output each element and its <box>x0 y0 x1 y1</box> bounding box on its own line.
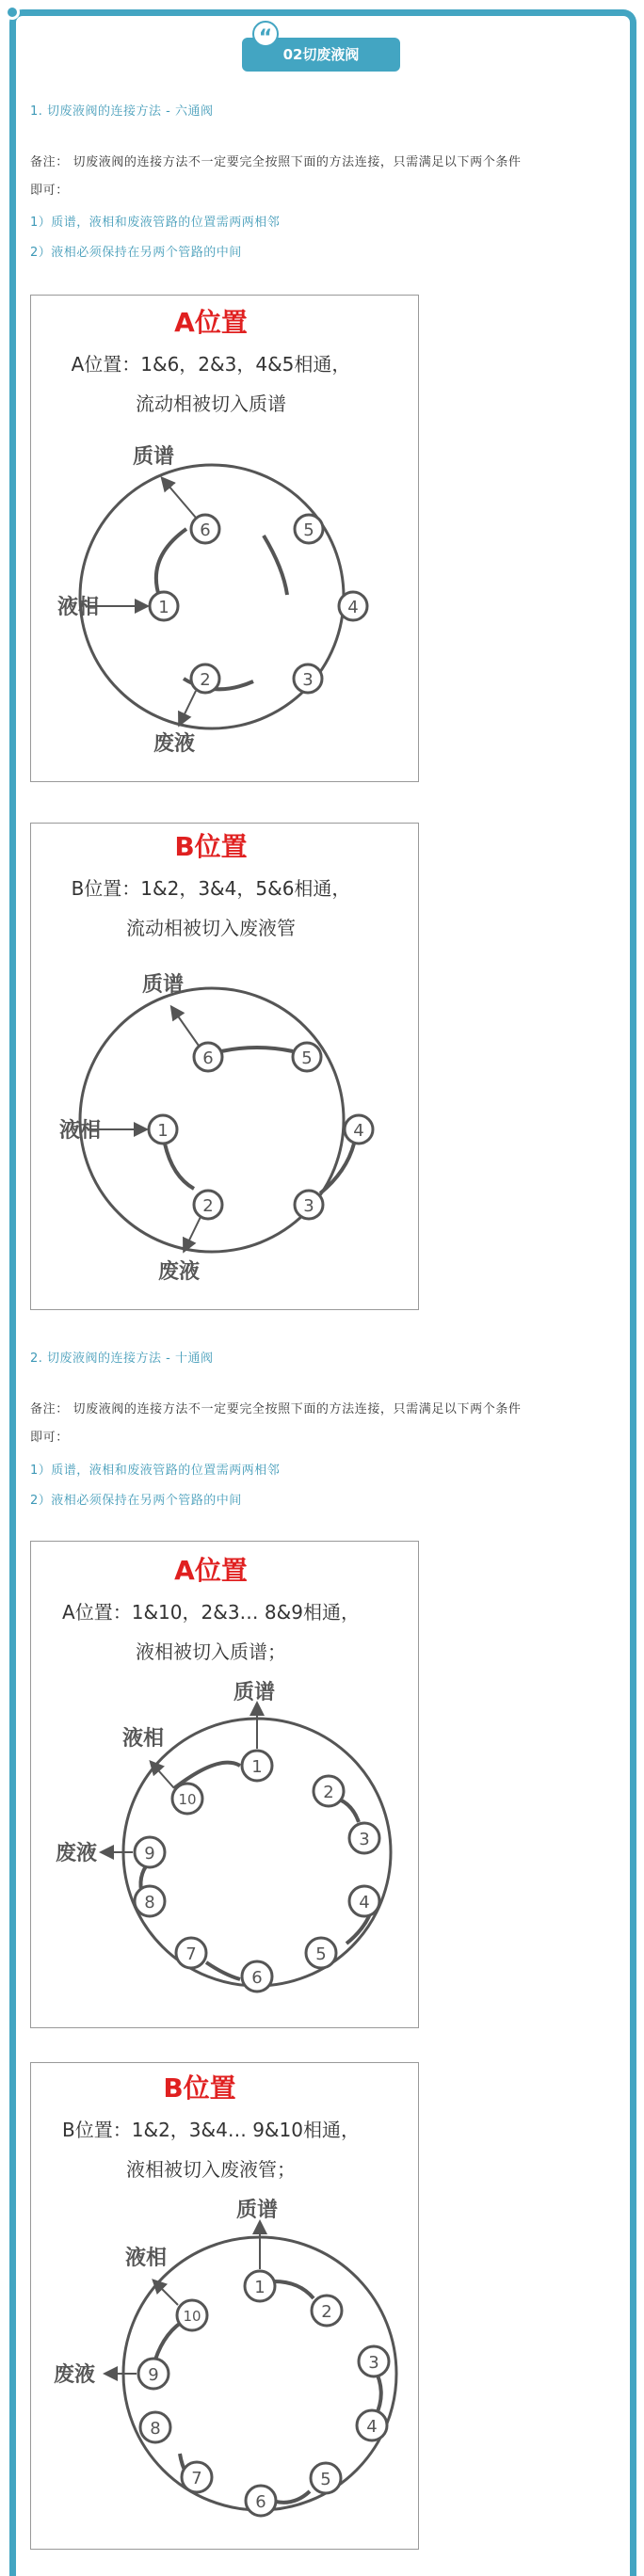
svg-text:1: 1 <box>158 598 169 617</box>
svg-text:7: 7 <box>185 1944 197 1964</box>
label-mass-spec: 质谱 <box>233 1681 276 1704</box>
port-3 <box>295 1191 323 1219</box>
ten-port-valve-diagram-b <box>30 2062 419 2550</box>
diagram-description-line2: 液相被切入质谱； <box>136 1640 286 1663</box>
ten-port-valve-diagram-a <box>30 1541 419 2028</box>
port-4 <box>349 1886 379 1916</box>
label-mass-spec: 质谱 <box>142 973 185 997</box>
diagram-description-line1: A位置：1&6，2&3，4&5相通， <box>71 353 351 376</box>
diagram-title: B位置 <box>174 831 248 862</box>
svg-text:9: 9 <box>148 2365 159 2385</box>
svg-text:6: 6 <box>255 2492 266 2512</box>
svg-text:4: 4 <box>359 1893 370 1912</box>
svg-text:3: 3 <box>303 1196 314 1216</box>
port-6 <box>194 1043 222 1071</box>
port-5 <box>306 1938 336 1968</box>
section2-condition-1: 1）质谱，液相和废液管路的位置需两两相邻 <box>30 1464 281 1478</box>
port-2 <box>191 664 219 693</box>
port-9 <box>135 1837 165 1867</box>
diagram-title: A位置 <box>174 1555 248 1586</box>
channel-1-2 <box>165 1144 194 1189</box>
label-waste: 废液 <box>158 1260 201 1284</box>
diagram-title: B位置 <box>163 2072 236 2104</box>
section2-note-line1: 备注： 切废液阀的连接方法不一定要完全按照下面的方法连接，只需满足以下两个条件 <box>30 1402 522 1416</box>
label-waste: 废液 <box>54 2363 96 2387</box>
waste-outlet-arrow <box>180 691 196 724</box>
channel-1-2 <box>274 2281 314 2298</box>
port-4 <box>357 2410 387 2440</box>
port-1 <box>149 1115 177 1144</box>
section1-heading: 1. 切废液阀的连接方法 - 六通阀 <box>30 104 214 119</box>
port-8 <box>140 2412 170 2442</box>
diagram-description-line1: A位置：1&10，2&3… 8&9相通， <box>62 1601 360 1624</box>
diagram-description-line1: B位置：1&2，3&4… 9&10相通， <box>62 2119 360 2141</box>
port-8 <box>135 1886 165 1916</box>
svg-text:8: 8 <box>150 2419 161 2439</box>
port-10 <box>172 1784 202 1814</box>
section1-note-line2: 即可： <box>30 184 69 198</box>
six-port-valve-diagram-b <box>30 823 419 1310</box>
label-liquid-phase: 液相 <box>122 1727 165 1751</box>
svg-text:1: 1 <box>254 2278 266 2297</box>
svg-text:10: 10 <box>178 1791 197 1808</box>
port-3 <box>359 2346 389 2376</box>
diagram-description-line1: B位置：1&2，3&4，5&6相通， <box>71 877 351 900</box>
svg-text:8: 8 <box>144 1893 155 1912</box>
svg-text:1: 1 <box>251 1757 263 1777</box>
section2-condition-2: 2）液相必须保持在另两个管路的中间 <box>30 1494 242 1508</box>
svg-text:2: 2 <box>200 670 211 690</box>
svg-text:6: 6 <box>202 1048 214 1068</box>
port-6 <box>246 2486 276 2516</box>
port-10 <box>177 2300 207 2330</box>
ms-outlet-arrow <box>163 479 196 518</box>
section1-note-line1: 备注： 切废液阀的连接方法不一定要完全按照下面的方法连接，只需满足以下两个条件 <box>30 155 522 169</box>
svg-text:6: 6 <box>200 520 211 540</box>
port-1 <box>242 1751 272 1781</box>
svg-text:9: 9 <box>144 1844 155 1864</box>
six-port-valve-diagram-a <box>30 295 419 782</box>
port-4 <box>345 1115 373 1144</box>
port-3 <box>349 1823 379 1853</box>
diagram-description-line2: 流动相被切入质谱 <box>136 392 286 415</box>
label-mass-spec: 质谱 <box>236 2199 279 2222</box>
svg-text:7: 7 <box>191 2469 202 2488</box>
quote-icon: “ <box>252 21 279 47</box>
section1-condition-1: 1）质谱，液相和废液管路的位置需两两相邻 <box>30 216 281 230</box>
svg-text:5: 5 <box>303 520 314 540</box>
port-5 <box>293 1043 321 1071</box>
svg-text:4: 4 <box>347 598 359 617</box>
label-liquid-phase: 液相 <box>57 596 100 619</box>
label-mass-spec: 质谱 <box>133 445 175 469</box>
svg-text:10: 10 <box>183 2308 201 2325</box>
svg-text:6: 6 <box>251 1968 263 1988</box>
port-6 <box>191 515 219 543</box>
svg-text:5: 5 <box>301 1048 313 1068</box>
channel-1-6 <box>156 529 186 601</box>
lc-inlet-arrow <box>154 2281 178 2305</box>
label-liquid-phase: 液相 <box>59 1119 102 1143</box>
svg-text:3: 3 <box>368 2353 379 2373</box>
section2-heading: 2. 切废液阀的连接方法 - 十通阀 <box>30 1352 214 1366</box>
lc-inlet-arrow <box>152 1763 174 1788</box>
label-waste: 废液 <box>153 732 196 756</box>
port-2 <box>312 2296 342 2326</box>
svg-text:3: 3 <box>302 670 314 690</box>
section2-note-line2: 即可： <box>30 1431 69 1445</box>
svg-text:4: 4 <box>366 2417 378 2437</box>
port-2 <box>194 1191 222 1219</box>
port-7 <box>182 2462 212 2492</box>
port-6 <box>242 1961 272 1992</box>
port-5 <box>311 2463 341 2493</box>
port-1 <box>150 592 178 620</box>
port-9 <box>138 2359 169 2389</box>
diagram-description-line2: 流动相被切入废液管 <box>126 917 296 939</box>
section1-note <box>30 149 612 205</box>
svg-text:2: 2 <box>321 2302 332 2322</box>
label-waste: 废液 <box>56 1842 98 1865</box>
corner-dot-decoration <box>5 5 20 20</box>
svg-text:4: 4 <box>353 1121 364 1141</box>
svg-text:2: 2 <box>323 1783 334 1802</box>
port-1 <box>245 2271 275 2301</box>
svg-text:5: 5 <box>320 2470 331 2489</box>
port-5 <box>295 515 323 543</box>
diagram-title: A位置 <box>174 307 248 338</box>
port-4 <box>339 592 367 620</box>
channel-5-6 <box>221 1048 293 1051</box>
section2-note <box>30 1396 612 1452</box>
svg-text:1: 1 <box>157 1121 169 1141</box>
diagram-description-line2: 液相被切入废液管； <box>126 2158 296 2181</box>
svg-text:2: 2 <box>202 1196 214 1216</box>
channel-4-5 <box>264 536 287 595</box>
port-3 <box>294 664 322 693</box>
port-7 <box>176 1938 206 1968</box>
section-title-tab: 02切废液阀 <box>242 38 400 72</box>
channel-5-6 <box>276 2491 310 2503</box>
svg-text:5: 5 <box>315 1944 327 1964</box>
ms-outlet-arrow <box>172 1008 199 1046</box>
port-2 <box>314 1776 344 1806</box>
svg-text:3: 3 <box>359 1830 370 1849</box>
waste-outlet-arrow <box>185 1217 201 1250</box>
section1-condition-2: 2）液相必须保持在另两个管路的中间 <box>30 246 242 260</box>
label-liquid-phase: 液相 <box>125 2247 168 2270</box>
